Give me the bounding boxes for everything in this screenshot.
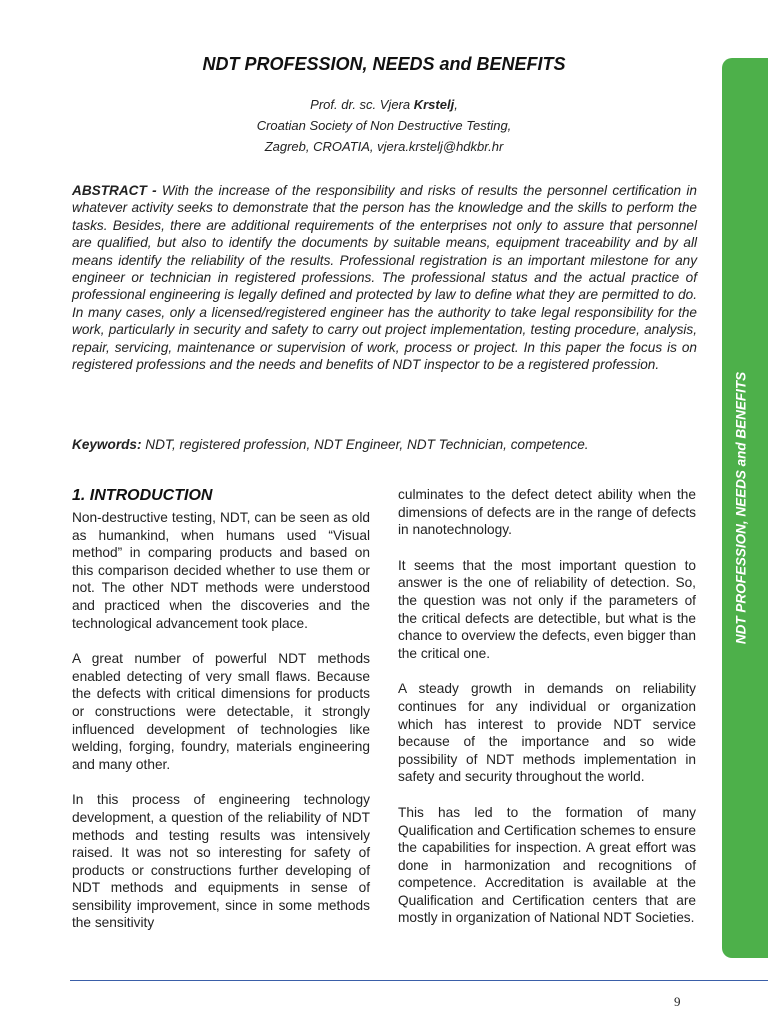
right-column bbox=[398, 486, 696, 945]
left-column bbox=[72, 486, 370, 950]
author-surname-suffix: , bbox=[454, 97, 458, 112]
footer-rule bbox=[70, 980, 768, 981]
abstract-label: ABSTRACT - bbox=[72, 183, 162, 198]
paragraph: culminates to the defect detect ability when the dimensions of defects are in the range of defects in nanotechnology. bbox=[398, 487, 696, 538]
author-prefix: Prof. dr. sc. Vjera bbox=[310, 97, 414, 112]
author-block bbox=[0, 94, 768, 157]
paragraph: It seems that the most important question to answer is the one of reliability of detection. So, the question was not only if the parameters of the critical defects are detectible, but what is the chance to overview the defects, even bigger than the critical one. bbox=[398, 557, 696, 661]
author-surname: Krstelj bbox=[413, 97, 455, 112]
keywords-label: Keywords: bbox=[72, 437, 142, 452]
abstract bbox=[72, 182, 697, 373]
author-location: Zagreb, CROATIA, vjera.krstelj@hdkbr.hr bbox=[264, 139, 504, 154]
paragraph: In this process of engineering technology development, a question of the reliability of NDT methods and testing results was intensively raised. It was not so interesting for safety of products or constructions further developing of NDT methods and equipments in sense of sensibility improvement, since in some methods the sensitivity bbox=[72, 792, 370, 931]
page-number: 9 bbox=[674, 994, 681, 1009]
side-tab-text: NDT PROFESSION, NEEDS and BENEFITS bbox=[733, 371, 749, 645]
paragraph: This has led to the formation of many Qualification and Certification schemes to ensure the capabilities for inspection. A great effort was done in harmonization and recognitions of competence. Accreditation is available at the Qualification and Certification centers that are mostly in organization of National NDT Societies. bbox=[398, 804, 696, 926]
paper-title: NDT PROFESSION, NEEDS and BENEFITS bbox=[202, 54, 566, 74]
paragraph: A great number of powerful NDT methods enabled detecting of very small flaws. Because the defects with critical dimensions for products or constructions were detectable, it strongly influenced development of technologies like welding, forging, foundry, materials engineering and many other. bbox=[72, 651, 370, 772]
abstract-text: With the increase of the responsibility and risks of results the personnel certification in whatever activity seeks to demonstrate that the person has the knowledge and the skills to perform the tasks. Besides, there are additional requirements of the enterprises not only to assure that personnel are qualified, but also to identify the documents by suitable means, equipment traceability and by all means identify the reliability of the results. Professional registration is an important milestone for any engineer or technician in registered professions. The professional status and the actual practice of professional engineering is legally defined and protected by law to define what they are permitted to do. In many cases, only a licensed/registered engineer has the authority to take legal responsibility for the work, particularly in security and safety to carry out project implementation, testing procedure, analysis, repair, servicing, maintenance or supervision of work, process or project. In this paper the focus is on registered professions and the needs and benefits of NDT inspector to be a registered profession. bbox=[72, 183, 697, 373]
author-name-line bbox=[0, 94, 768, 115]
author-affiliation: Croatian Society of Non Destructive Testing, bbox=[256, 118, 512, 133]
section-heading: 1. INTRODUCTION bbox=[72, 487, 213, 504]
paragraph: A steady growth in demands on reliability continues for any individual or organization which has interest to provide NDT service because of the importance and so wide possibility of NDT methods implementation in safety and security throughout the world. bbox=[398, 681, 696, 785]
keywords-text: NDT, registered profession, NDT Engineer, NDT Technician, competence. bbox=[141, 437, 589, 452]
keywords bbox=[72, 436, 697, 454]
paragraph: Non-destructive testing, NDT, can be seen as old as humankind, when humans used “Visual method” in comparing products and based on this comparison decided whether to use them or not. The other NDT methods were understood and practiced when the discoveries and the technological advancement took place. bbox=[72, 510, 370, 631]
